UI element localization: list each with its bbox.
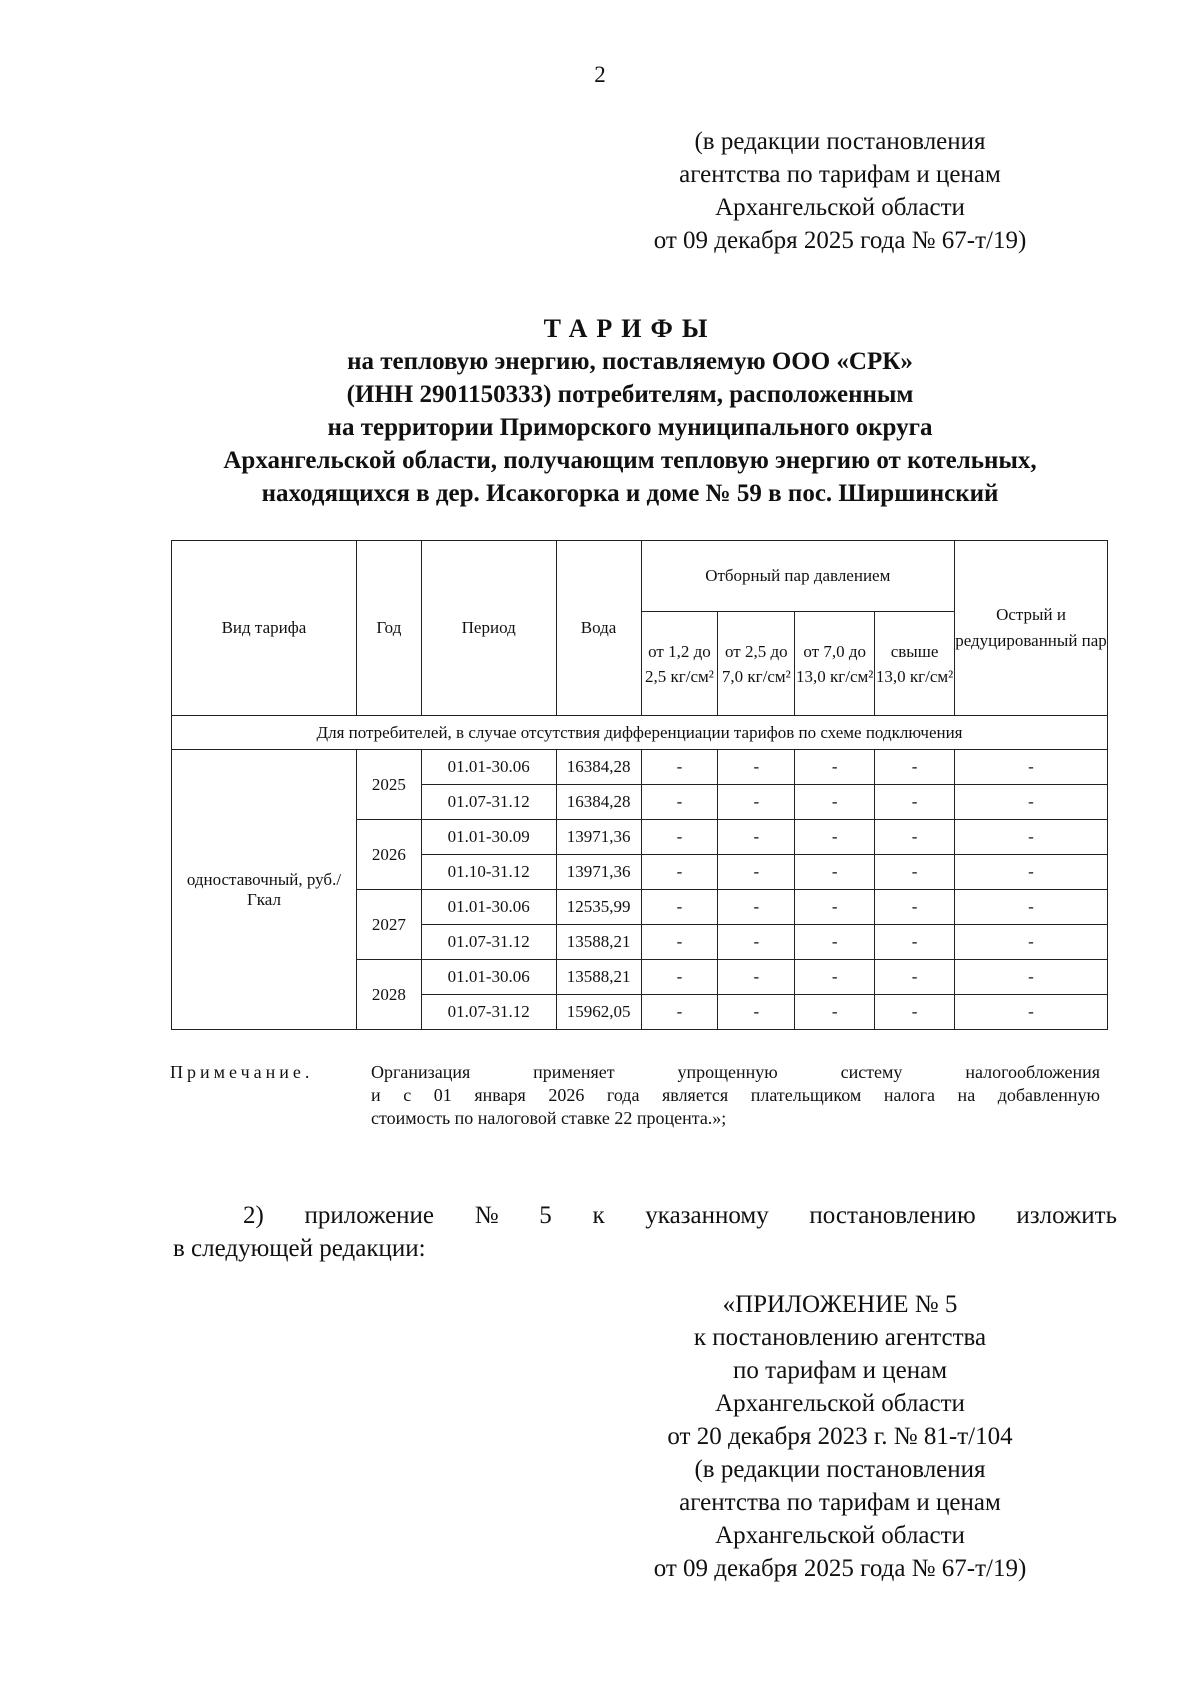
dash-cell: -	[641, 785, 718, 820]
appendix-line: агентства по тарифам и ценам	[679, 1489, 1001, 1516]
period-cell: 01.07-31.12	[421, 785, 556, 820]
item-word: указанному	[645, 1202, 769, 1229]
header-steam-2: от 2,5 до 7,0 кг/см²	[718, 612, 795, 716]
edition-line: агентства по тарифам и ценам	[679, 161, 1001, 188]
header-water: Вода	[556, 541, 641, 716]
note-label: Примечание.	[170, 1062, 314, 1082]
page-number: 2	[594, 62, 606, 87]
dash-cell: -	[718, 855, 795, 890]
dash-cell: -	[955, 855, 1108, 890]
item-2-line-2: в следующей редакции:	[173, 1235, 426, 1262]
dash-cell: -	[718, 750, 795, 785]
period-cell: 01.01-30.06	[421, 960, 556, 995]
dash-cell: -	[875, 785, 955, 820]
dash-cell: -	[955, 820, 1108, 855]
appendix-line: к постановлению агентства	[693, 1324, 987, 1351]
appendix-line: Архангельской области	[715, 1390, 965, 1417]
dash-cell: -	[875, 995, 955, 1030]
appendix-line: (в редакции постановления	[694, 1456, 986, 1483]
dash-cell: -	[795, 820, 875, 855]
water-value-cell: 15962,05	[556, 995, 641, 1030]
dash-cell: -	[795, 960, 875, 995]
dash-cell: -	[641, 890, 718, 925]
period-cell: 01.10-31.12	[421, 855, 556, 890]
dash-cell: -	[718, 960, 795, 995]
header-steam-group: Отборный пар давлением	[641, 541, 954, 612]
appendix-line: от 09 декабря 2025 года № 67-т/19)	[653, 1555, 1027, 1582]
dash-cell: -	[955, 750, 1108, 785]
water-value-cell: 13588,21	[556, 960, 641, 995]
header-steam-1: от 1,2 до 2,5 кг/см²	[641, 612, 718, 716]
item-word: приложение	[304, 1202, 435, 1229]
dash-cell: -	[718, 995, 795, 1030]
title-line: Архангельской области, получающим тепловую энергию от котельных,	[223, 447, 1037, 474]
dash-cell: -	[718, 925, 795, 960]
header-steam-4: свыше 13,0 кг/см²	[875, 612, 955, 716]
edition-line: от 09 декабря 2025 года № 67-т/19)	[653, 227, 1027, 254]
note-line: и с 01 января 2026 года является плательщиком налога на добавленную	[371, 1085, 1100, 1105]
water-value-cell: 13971,36	[556, 855, 641, 890]
tariff-table	[171, 540, 1108, 1030]
header-period: Период	[421, 541, 556, 716]
dash-cell: -	[875, 750, 955, 785]
appendix-line: Архангельской области	[715, 1522, 965, 1549]
dash-cell: -	[641, 750, 718, 785]
period-cell: 01.07-31.12	[421, 925, 556, 960]
dash-cell: -	[641, 925, 718, 960]
table-row	[172, 750, 1108, 785]
dash-cell: -	[795, 785, 875, 820]
item-word: 5	[539, 1202, 552, 1229]
edition-line: Архангельской области	[715, 194, 965, 221]
dash-cell: -	[875, 855, 955, 890]
dash-cell: -	[641, 855, 718, 890]
edition-line: (в редакции постановления	[694, 128, 986, 155]
note-line: стоимость по налоговой ставке 22 процента.»;	[371, 1108, 727, 1128]
water-value-cell: 16384,28	[556, 785, 641, 820]
water-value-cell: 13588,21	[556, 925, 641, 960]
period-cell: 01.01-30.06	[421, 890, 556, 925]
header-year: Год	[356, 541, 421, 716]
header-steam-3: от 7,0 до 13,0 кг/см²	[795, 612, 875, 716]
tariff-rows	[172, 750, 1108, 1030]
appendix-block	[590, 1288, 1090, 1585]
item-2-line-1	[173, 1199, 1117, 1232]
period-cell: 01.07-31.12	[421, 995, 556, 1030]
item-word: к	[592, 1202, 605, 1229]
year-cell: 2027	[356, 890, 421, 960]
appendix-line: по тарифам и ценам	[732, 1357, 948, 1384]
dash-cell: -	[795, 890, 875, 925]
dash-cell: -	[718, 890, 795, 925]
item-word: постановлению	[809, 1202, 976, 1229]
title-line: на территории Приморского муниципального округа	[327, 414, 933, 441]
dash-cell: -	[955, 890, 1108, 925]
water-value-cell: 16384,28	[556, 750, 641, 785]
title-line: (ИНН 2901150333) потребителям, расположенным	[346, 381, 914, 408]
header-sharp-steam: Острый и редуцированный пар	[955, 541, 1108, 716]
appendix-line: от 20 декабря 2023 г. № 81-т/104	[667, 1423, 1013, 1450]
section-row: Для потребителей, в случае отсутствия дифференциации тарифов по схеме подключения	[172, 716, 1108, 750]
period-cell: 01.01-30.06	[421, 750, 556, 785]
period-cell: 01.01-30.09	[421, 820, 556, 855]
dash-cell: -	[795, 750, 875, 785]
header-tariff-type: Вид тарифа	[172, 541, 357, 716]
dash-cell: -	[795, 855, 875, 890]
dash-cell: -	[641, 960, 718, 995]
year-cell: 2025	[356, 750, 421, 820]
dash-cell: -	[718, 820, 795, 855]
dash-cell: -	[718, 785, 795, 820]
dash-cell: -	[875, 820, 955, 855]
title-line: на тепловую энергию, поставляемую ООО «СРК»	[347, 348, 913, 375]
water-value-cell: 12535,99	[556, 890, 641, 925]
item-word: №	[474, 1202, 499, 1229]
year-cell: 2028	[356, 960, 421, 1030]
dash-cell: -	[875, 960, 955, 995]
dash-cell: -	[641, 820, 718, 855]
dash-cell: -	[875, 890, 955, 925]
item-2	[173, 1199, 1117, 1265]
appendix-line: «ПРИЛОЖЕНИЕ № 5	[722, 1291, 958, 1318]
edition-note-top	[590, 125, 1090, 257]
tariff-label-cell: одноставочный, руб./Гкал	[172, 750, 357, 1030]
title-line: находящихся в дер. Исакогорка и доме № 59 в пос. Ширшинский	[261, 480, 999, 507]
year-cell: 2026	[356, 820, 421, 890]
dash-cell: -	[955, 960, 1108, 995]
dash-cell: -	[955, 785, 1108, 820]
item-word: изложить	[1016, 1202, 1117, 1229]
dash-cell: -	[795, 925, 875, 960]
document-title	[160, 312, 1100, 510]
note-line: Организация применяет упрощенную систему налогообложения	[371, 1062, 1100, 1082]
water-value-cell: 13971,36	[556, 820, 641, 855]
dash-cell: -	[795, 995, 875, 1030]
item-word: 2)	[243, 1202, 264, 1229]
title-heading: ТАРИФЫ	[543, 314, 717, 343]
dash-cell: -	[955, 925, 1108, 960]
dash-cell: -	[875, 925, 955, 960]
dash-cell: -	[641, 995, 718, 1030]
dash-cell: -	[955, 995, 1108, 1030]
